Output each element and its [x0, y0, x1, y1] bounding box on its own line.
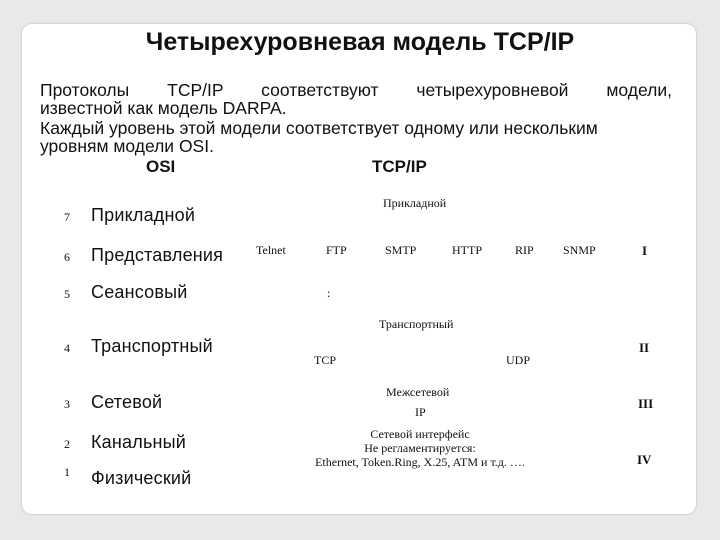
- protocol-http: HTTP: [452, 243, 482, 257]
- osi-layer-number: 6: [64, 250, 70, 264]
- tcpip-application-label: Прикладной: [383, 196, 447, 210]
- protocol-udp: UDP: [506, 353, 531, 367]
- osi-layer-number: 1: [64, 465, 70, 479]
- protocol-ftp: FTP: [326, 243, 347, 257]
- intro-line-1: Протоколы TCP/IP соответствуют четырехуровневой модели,: [40, 80, 672, 100]
- osi-layer-name: Канальный: [91, 432, 187, 452]
- tcpip-level-roman: I: [642, 243, 648, 258]
- osi-column-header: OSI: [146, 157, 176, 176]
- tcpip-transport-label: Транспортный: [379, 317, 454, 331]
- tcpip-column-header: TCP/IP: [372, 157, 427, 176]
- osi-layer-name: Сеансовый: [91, 282, 188, 302]
- intro-line-3: Каждый уровень этой модели соответствует одному или нескольким: [40, 118, 598, 138]
- tcpip-level-roman: II: [639, 340, 650, 355]
- osi-layer-name: Представления: [91, 245, 224, 265]
- osi-layer-number: 5: [64, 287, 70, 301]
- tcpip-network-label: Сетевой интерфейс: [370, 427, 470, 441]
- protocol-tcp: TCP: [314, 353, 337, 367]
- protocol-snmp: SNMP: [563, 243, 596, 257]
- osi-layer-number: 7: [64, 210, 70, 224]
- intro-paragraph-1: [40, 81, 672, 117]
- intro-paragraph-2: [40, 119, 672, 155]
- osi-layer-name: Физический: [91, 468, 192, 488]
- tcpip-internet-label: Межсетевой: [386, 385, 450, 399]
- page-title: Четырехуровневая модель TCP/IP: [145, 28, 575, 56]
- osi-layer-name: Транспортный: [91, 336, 213, 356]
- intro-line-2: известной как модель DARPA.: [40, 98, 287, 118]
- protocol-ip: IP: [415, 405, 426, 419]
- osi-layer-number: 4: [64, 341, 70, 355]
- protocol-smtp: SMTP: [385, 243, 417, 257]
- osi-layer-number: 3: [64, 397, 70, 411]
- protocol-rip: RIP: [515, 243, 534, 257]
- tcpip-network-examples: Ethernet, Token.Ring, X.25, ATM и т.д. ….: [315, 455, 525, 469]
- osi-layer-name: Прикладной: [91, 205, 196, 225]
- tcpip-network-note: Не регламентируется:: [364, 441, 476, 455]
- protocol-telnet: Telnet: [256, 243, 286, 257]
- tcpip-level-roman: III: [638, 396, 654, 411]
- intro-line-4: уровням модели OSI.: [40, 136, 214, 156]
- osi-layer-name: Сетевой: [91, 392, 163, 412]
- osi-layer-number: 2: [64, 437, 70, 451]
- tcpip-level-roman: IV: [637, 452, 652, 467]
- application-colon: :: [327, 286, 331, 300]
